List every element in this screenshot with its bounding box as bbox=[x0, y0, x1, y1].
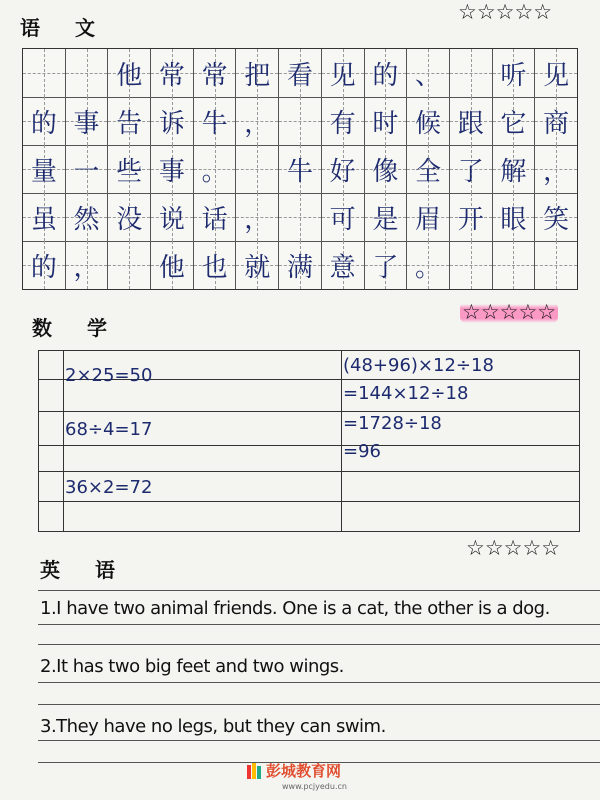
grid-cell bbox=[23, 97, 66, 145]
grid-cell bbox=[108, 97, 151, 145]
grid-cell bbox=[450, 49, 493, 97]
grid-cell bbox=[450, 241, 493, 289]
english-rating-stars: ☆☆☆☆☆ bbox=[466, 536, 561, 560]
grid-character: 见 bbox=[329, 60, 356, 91]
table-divider bbox=[39, 445, 579, 446]
grid-cell bbox=[151, 49, 194, 97]
grid-cell bbox=[151, 241, 194, 289]
grid-cell bbox=[23, 241, 66, 289]
grid-character: 跟 bbox=[457, 108, 484, 139]
grid-cell bbox=[108, 49, 151, 97]
grid-character: 事 bbox=[73, 108, 100, 139]
books-logo-icon bbox=[246, 762, 262, 780]
math-answer-right: (48+96)×12÷18 bbox=[343, 355, 494, 376]
grid-character: 听 bbox=[500, 60, 527, 91]
grid-cell bbox=[322, 241, 365, 289]
grid-character: 牛 bbox=[286, 156, 313, 187]
grid-cell bbox=[322, 97, 365, 145]
grid-character: 话 bbox=[201, 204, 228, 235]
grid-cell bbox=[407, 241, 450, 289]
grid-cell bbox=[535, 241, 577, 289]
math-answer-left: 36×2=72 bbox=[65, 477, 153, 498]
english-section-title: 英 语 bbox=[40, 558, 129, 582]
grid-cell bbox=[493, 241, 536, 289]
grid-cell bbox=[535, 193, 577, 241]
grid-cell bbox=[236, 193, 279, 241]
grid-character: 它 bbox=[500, 108, 527, 139]
grid-cell bbox=[151, 193, 194, 241]
grid-character: ， bbox=[244, 204, 271, 235]
grid-cell bbox=[407, 97, 450, 145]
grid-row bbox=[23, 97, 577, 146]
math-rating-stars: ☆☆☆☆☆ bbox=[462, 300, 557, 324]
grid-cell bbox=[493, 97, 536, 145]
grid-row bbox=[23, 193, 577, 242]
grid-cell bbox=[407, 49, 450, 97]
grid-character: 像 bbox=[372, 156, 399, 187]
math-answer-left: 68÷4=17 bbox=[65, 419, 153, 440]
grid-cell bbox=[23, 49, 66, 97]
grid-character: 了 bbox=[372, 252, 399, 283]
grid-cell bbox=[108, 145, 151, 193]
grid-cell bbox=[279, 193, 322, 241]
grid-cell bbox=[194, 49, 237, 97]
grid-character: 全 bbox=[415, 156, 442, 187]
grid-cell bbox=[194, 97, 237, 145]
english-sentence: 2.It has two big feet and two wings. bbox=[40, 656, 344, 677]
grid-cell bbox=[194, 145, 237, 193]
table-divider bbox=[39, 411, 579, 412]
grid-character: 了 bbox=[457, 156, 484, 187]
math-answer-table bbox=[38, 350, 580, 532]
grid-character: 量 bbox=[30, 156, 57, 187]
grid-cell bbox=[23, 193, 66, 241]
writing-line bbox=[38, 644, 600, 645]
grid-row bbox=[23, 49, 577, 98]
grid-cell bbox=[194, 241, 237, 289]
grid-cell bbox=[365, 145, 408, 193]
math-answer-left: 2×25=50 bbox=[65, 365, 153, 386]
math-answer-right: =1728÷18 bbox=[343, 413, 442, 434]
grid-character: 告 bbox=[116, 108, 143, 139]
grid-cell bbox=[322, 49, 365, 97]
english-sentence: 3.They have no legs, but they can swim. bbox=[40, 716, 386, 737]
grid-character: 。 bbox=[415, 252, 442, 283]
grid-character: 好 bbox=[329, 156, 356, 187]
grid-cell bbox=[23, 145, 66, 193]
grid-character: 开 bbox=[457, 204, 484, 235]
math-answer-right: =96 bbox=[343, 441, 381, 462]
grid-character: 眼 bbox=[500, 204, 527, 235]
math-answer-right: =144×12÷18 bbox=[343, 383, 469, 404]
grid-cell bbox=[493, 49, 536, 97]
grid-row bbox=[23, 241, 577, 289]
grid-cell bbox=[279, 145, 322, 193]
table-divider bbox=[39, 501, 579, 502]
grid-character: 商 bbox=[543, 108, 570, 139]
grid-character: 常 bbox=[158, 60, 185, 91]
grid-cell bbox=[365, 97, 408, 145]
grid-cell bbox=[450, 97, 493, 145]
grid-character: 是 bbox=[372, 204, 399, 235]
grid-character: 、 bbox=[415, 60, 442, 91]
grid-cell bbox=[236, 145, 279, 193]
grid-character: 也 bbox=[201, 252, 228, 283]
writing-line bbox=[38, 704, 600, 705]
grid-cell bbox=[450, 145, 493, 193]
writing-line bbox=[38, 682, 600, 683]
table-divider bbox=[39, 471, 579, 472]
grid-character: 诉 bbox=[158, 108, 185, 139]
grid-character: 没 bbox=[116, 204, 143, 235]
grid-character: 看 bbox=[286, 60, 313, 91]
grid-character: 牛 bbox=[201, 108, 228, 139]
grid-character: 然 bbox=[73, 204, 100, 235]
grid-cell bbox=[322, 193, 365, 241]
grid-character: 满 bbox=[286, 252, 313, 283]
grid-cell bbox=[535, 145, 577, 193]
grid-cell bbox=[66, 49, 109, 97]
grid-character: 事 bbox=[158, 156, 185, 187]
writing-line bbox=[38, 590, 600, 591]
grid-cell bbox=[535, 97, 577, 145]
grid-cell bbox=[535, 49, 577, 97]
grid-character: ， bbox=[244, 108, 271, 139]
grid-character: 常 bbox=[201, 60, 228, 91]
grid-cell bbox=[322, 145, 365, 193]
grid-cell bbox=[279, 241, 322, 289]
grid-character: 时 bbox=[372, 108, 399, 139]
grid-cell bbox=[236, 241, 279, 289]
grid-cell bbox=[365, 241, 408, 289]
math-section-title: 数 学 bbox=[32, 316, 121, 340]
grid-cell bbox=[407, 145, 450, 193]
chinese-section-title: 语 文 bbox=[20, 16, 109, 40]
english-sentence: 1.I have two animal friends. One is a cat, the other is a dog. bbox=[40, 598, 550, 619]
chinese-rating-stars: ☆☆☆☆☆ bbox=[458, 0, 553, 24]
grid-cell bbox=[236, 49, 279, 97]
grid-character: 些 bbox=[116, 156, 143, 187]
grid-cell bbox=[493, 145, 536, 193]
grid-character: ， bbox=[73, 252, 100, 283]
grid-character: 解 bbox=[500, 156, 527, 187]
grid-cell bbox=[279, 49, 322, 97]
grid-character: 的 bbox=[30, 108, 57, 139]
table-divider bbox=[341, 351, 342, 531]
writing-line bbox=[38, 624, 600, 625]
grid-character: 的 bbox=[30, 252, 57, 283]
grid-cell bbox=[151, 97, 194, 145]
grid-character: 把 bbox=[244, 60, 271, 91]
grid-character: 他 bbox=[158, 252, 185, 283]
grid-cell bbox=[365, 193, 408, 241]
grid-cell bbox=[151, 145, 194, 193]
grid-character: 候 bbox=[415, 108, 442, 139]
grid-character: 的 bbox=[372, 60, 399, 91]
writing-line bbox=[38, 740, 600, 741]
grid-character: ， bbox=[543, 156, 570, 187]
chinese-writing-grid bbox=[22, 48, 578, 290]
grid-character: 。 bbox=[201, 156, 228, 187]
grid-cell bbox=[365, 49, 408, 97]
grid-cell bbox=[450, 193, 493, 241]
watermark-url: www.pcjyedu.cn bbox=[282, 782, 347, 791]
grid-character: 有 bbox=[329, 108, 356, 139]
table-divider bbox=[63, 351, 64, 531]
grid-cell bbox=[279, 97, 322, 145]
grid-cell bbox=[194, 193, 237, 241]
grid-character: 就 bbox=[244, 252, 271, 283]
grid-cell bbox=[66, 241, 109, 289]
grid-cell bbox=[236, 97, 279, 145]
grid-cell bbox=[66, 97, 109, 145]
grid-cell bbox=[66, 193, 109, 241]
grid-character: 他 bbox=[116, 60, 143, 91]
watermark-name: 彭城教育网 bbox=[266, 762, 342, 780]
grid-row bbox=[23, 145, 577, 194]
grid-cell bbox=[108, 193, 151, 241]
grid-cell bbox=[66, 145, 109, 193]
grid-cell bbox=[407, 193, 450, 241]
grid-character: 意 bbox=[329, 252, 356, 283]
grid-character: 说 bbox=[158, 204, 185, 235]
grid-character: 见 bbox=[543, 60, 570, 91]
grid-cell bbox=[108, 241, 151, 289]
grid-cell bbox=[493, 193, 536, 241]
grid-character: 虽 bbox=[30, 204, 57, 235]
grid-character: 眉 bbox=[415, 204, 442, 235]
site-watermark bbox=[246, 760, 341, 781]
grid-character: 一 bbox=[73, 156, 100, 187]
grid-character: 笑 bbox=[543, 204, 570, 235]
grid-character: 可 bbox=[329, 204, 356, 235]
